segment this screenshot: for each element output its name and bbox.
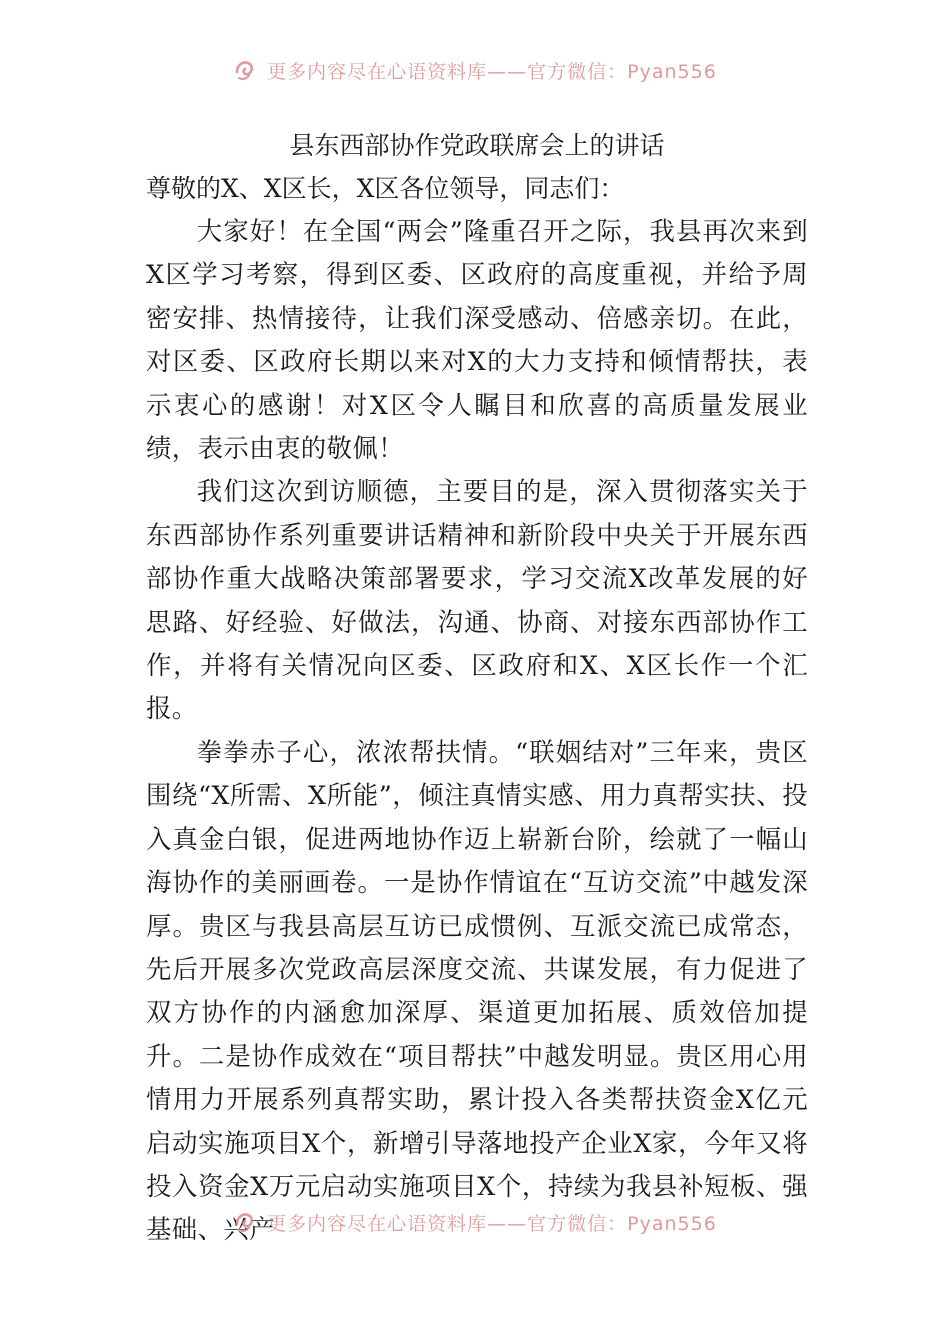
- swirl-logo-icon: [233, 57, 259, 83]
- footer-watermark-banner: [0, 1202, 950, 1242]
- swirl-logo-icon: [233, 1209, 259, 1235]
- paragraph-3: 拳拳赤子心，浓浓帮扶情。“联姻结对”三年来，贵区围绕“X所需、X所能”，倾注真情实感、用力真帮实扶、投入真金白银，促进两地协作迈上崭新台阶，绘就了一幅山海协作的美丽画卷。一是协作情谊在“互访交流”中越发深厚。贵区与我县高层互访已成惯例、互派交流已成常态，先后开展多次党政高层深度交流、共谋发展，有力促进了双方协作的内涵愈加深厚、渠道更加拓展、质效倍加提升。二是协作成效在“项目帮扶”中越发明显。贵区用心用情用力开展系列真帮实助，累计投入各类帮扶资金X亿元启动实施项目X个，新增引导落地投产企业X家，今年又将投入资金X万元启动实施项目X个，持续为我县补短板、强基础、兴产: [146, 736, 808, 1245]
- document-body: [146, 124, 808, 1252]
- salutation: 尊敬的X、X区长，X区各位领导，同志们：: [146, 174, 625, 203]
- paragraph-2: 我们这次到访顺德，主要目的是，深入贯彻落实关于东西部协作系列重要讲话精神和新阶段中央关于开展东西部协作重大战略决策部署要求，学习交流X改革发展的好思路、好经验、好做法，沟通、协商、对接东西部协作工作，并将有关情况向区委、区政府和X、X区长作一个汇报。: [146, 476, 808, 724]
- watermark-text: 更多内容尽在心语资料库——官方微信：Pyan556: [267, 60, 717, 83]
- watermark-text: 更多内容尽在心语资料库——官方微信：Pyan556: [267, 1212, 717, 1235]
- header-watermark-banner: [0, 50, 950, 90]
- document-title: 县东西部协作党政联席会上的讲话: [289, 131, 665, 160]
- paragraph-1: 大家好！在全国“两会”隆重召开之际，我县再次来到X区学习考察，得到区委、区政府的高度重视，并给予周密安排、热情接待，让我们深受感动、倍感亲切。在此，对区委、区政府长期以来对X的大力支持和倾情帮扶，表示衷心的感谢！对X区令人瞩目和欣喜的高质量发展业绩，表示由衷的敬佩！: [146, 216, 808, 464]
